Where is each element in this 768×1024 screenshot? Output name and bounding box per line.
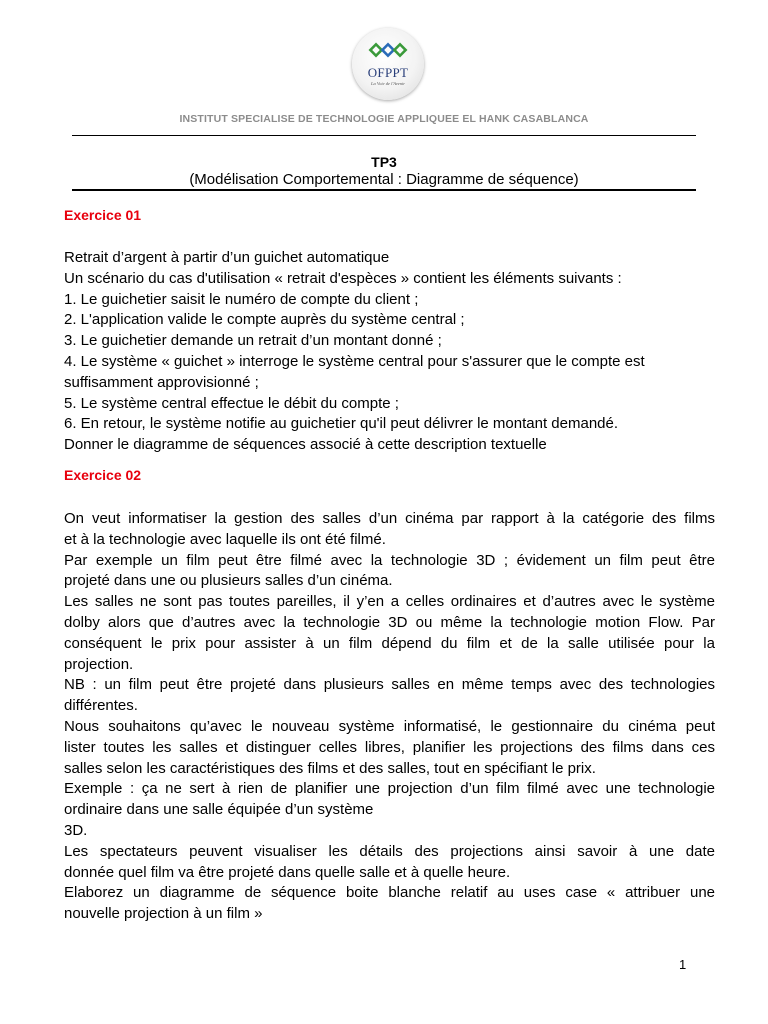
text-line: 5. Le système central effectue le débit du compte ; [64,394,399,412]
text-line: 3. Le guichetier demande un retrait d’un montant donné ; [64,332,442,350]
text-line: ordinaire dans une salle équipée d’un système [64,801,374,819]
text-line: Retrait d’argent à partir d’un guichet automatique [64,249,390,266]
title-divider [72,189,696,191]
text-line: suffisamment approvisionné ; [64,373,259,391]
text-line: 6. En retour, le système notifie au guichetier qu'il peut délivrer le montant demandé. [64,415,619,433]
text-line: Nous souhaitons qu’avec le nouveau système informatisé, le gestionnaire du cinéma peut [64,717,715,735]
document-title: TP3 [371,154,397,170]
text-line: Les salles ne sont pas toutes pareilles, il y’en a celles ordinaires et d’autres avec le système [64,593,715,611]
text-line: Par exemple un film peut être filmé avec la technologie 3D ; évidement un film peut être [64,551,715,569]
logo-text: OFPPT [367,65,409,80]
text-line: NB : un film peut être projeté dans plusieurs salles en même temps avec des technologies [64,676,715,694]
exercise-2-body [64,509,715,925]
text-line: différentes. [64,697,138,715]
ofppt-logo-icon [368,40,408,64]
ofppt-logo [352,28,424,100]
text-line: Donner le diagramme de séquences associé à cette description textuelle [64,436,547,454]
text-line: salles selon les caractéristiques des films et des salles, tout en spécifiant le prix. [64,759,596,777]
text-line: 1. Le guichetier saisit le numéro de compte du client ; [64,290,419,308]
text-line: On veut informatiser la gestion des salles d’un cinéma par rapport à la catégorie des films [64,510,715,527]
header-divider [72,135,696,136]
institute-name: INSTITUT SPECIALISE DE TECHNOLOGIE APPLIQUEE EL HANK CASABLANCA [179,113,589,125]
text-line: lister toutes les salles et distinguer celles libres, planifier les projections des films dans ces [64,738,715,756]
text-line: Elaborez un diagramme de séquence boite blanche relatif au uses case « attribuer une [64,884,715,902]
text-line: Exemple : ça ne sert à rien de planifier une projection d’un film filmé avec une technologie [64,780,715,798]
text-line: 3D. [64,821,88,839]
page-number: 1 [679,957,687,972]
text-line: dolby alors que d’autres avec la technologie 3D ou même la technologie motion Flow. Par [64,613,715,631]
document-subtitle: (Modélisation Comportemental : Diagramme de séquence) [189,171,579,188]
text-line: Un scénario du cas d'utilisation « retrait d'espèces » contient les éléments suivants : [64,269,622,287]
text-line: nouvelle projection à un film » [64,905,263,923]
text-line: 4. Le système « guichet » interroge le système central pour s'assurer que le compte est [64,352,645,370]
exercise-1-heading: Exercice 01 [64,207,142,223]
text-line: conséquent le prix pour assister à un film dépend du film et de la salle utilisée pour la [64,634,715,652]
logo-tagline: La Voie de l'Avenir [370,81,406,86]
text-line: donnée quel film va être projeté dans quelle salle et à quelle heure. [64,863,511,881]
exercise-1-body [64,248,715,456]
text-line: et à la technologie avec laquelle ils ont été filmé. [64,530,386,548]
text-line: 2. L'application valide le compte auprès du système central ; [64,311,465,329]
text-line: Les spectateurs peuvent visualiser les détails des projections ainsi savoir à une date [64,842,715,860]
text-line: projection. [64,655,134,673]
text-line: projeté dans une ou plusieurs salles d’un cinéma. [64,572,393,590]
exercise-2-heading: Exercice 02 [64,467,142,483]
